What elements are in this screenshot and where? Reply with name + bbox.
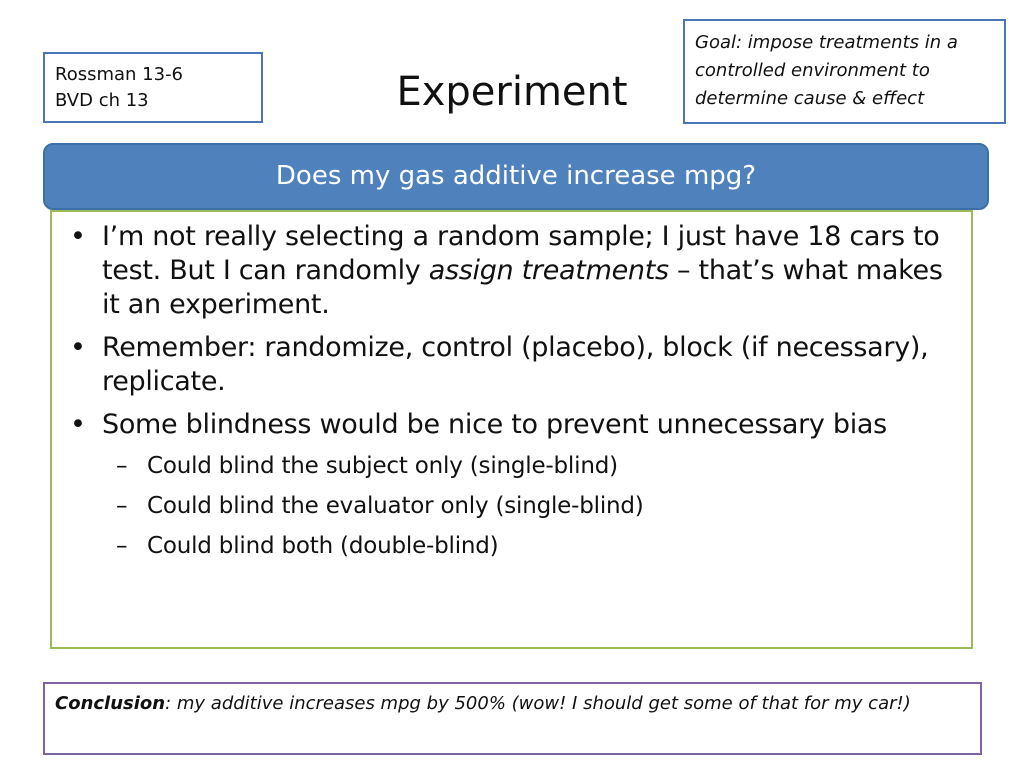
sub-bullet-text: Could blind the subject only (single-blind) xyxy=(147,453,618,479)
bullet-marker: • xyxy=(70,332,86,363)
bullet-text-before: I’m not really selecting a random sample; I just have 18 cars to test. But I can randomly xyxy=(102,221,940,286)
sub-bullet-text: Could blind both (double-blind) xyxy=(147,533,499,559)
sub-bullet-both xyxy=(102,526,957,566)
sub-bullet-marker: – xyxy=(116,453,128,479)
bullet-marker: • xyxy=(70,221,86,252)
sub-bullet-list xyxy=(102,446,957,566)
sub-bullet-marker: – xyxy=(116,533,128,559)
sub-bullet-subject xyxy=(102,446,957,486)
bullet-blindness xyxy=(64,408,957,566)
bullet-marker: • xyxy=(70,409,86,440)
bullet-text-emphasis: assign treatments xyxy=(428,255,669,286)
bullet-list xyxy=(64,220,957,566)
goal-box: Goal: impose treatments in a controlled environment to determine cause & effect xyxy=(683,19,1006,124)
question-text: Does my gas additive increase mpg? xyxy=(275,161,757,191)
conclusion-box xyxy=(43,682,982,755)
conclusion-text: : my additive increases mpg by 500% (wow! I should get some of that for my car!) xyxy=(165,693,911,714)
reference-line-bvd: BVD ch 13 xyxy=(55,90,149,111)
sub-bullet-marker: – xyxy=(116,493,128,519)
conclusion-label: Conclusion xyxy=(55,693,166,714)
bullet-random-assignment xyxy=(64,220,957,322)
sub-bullet-evaluator xyxy=(102,486,957,526)
content-box xyxy=(50,210,973,649)
bullet-text: Some blindness would be nice to prevent unnecessary bias xyxy=(102,409,887,440)
bullet-remember xyxy=(64,331,957,399)
reference-line-rossman: Rossman 13-6 xyxy=(55,64,184,85)
reference-box xyxy=(43,52,263,123)
question-bar xyxy=(43,143,989,210)
sub-bullet-text: Could blind the evaluator only (single-blind) xyxy=(147,493,644,519)
slide-title: Experiment xyxy=(396,69,628,115)
bullet-text-after: – that’s what makes it an experiment. xyxy=(102,255,943,320)
bullet-text: Remember: randomize, control (placebo), block (if necessary), replicate. xyxy=(102,332,929,397)
